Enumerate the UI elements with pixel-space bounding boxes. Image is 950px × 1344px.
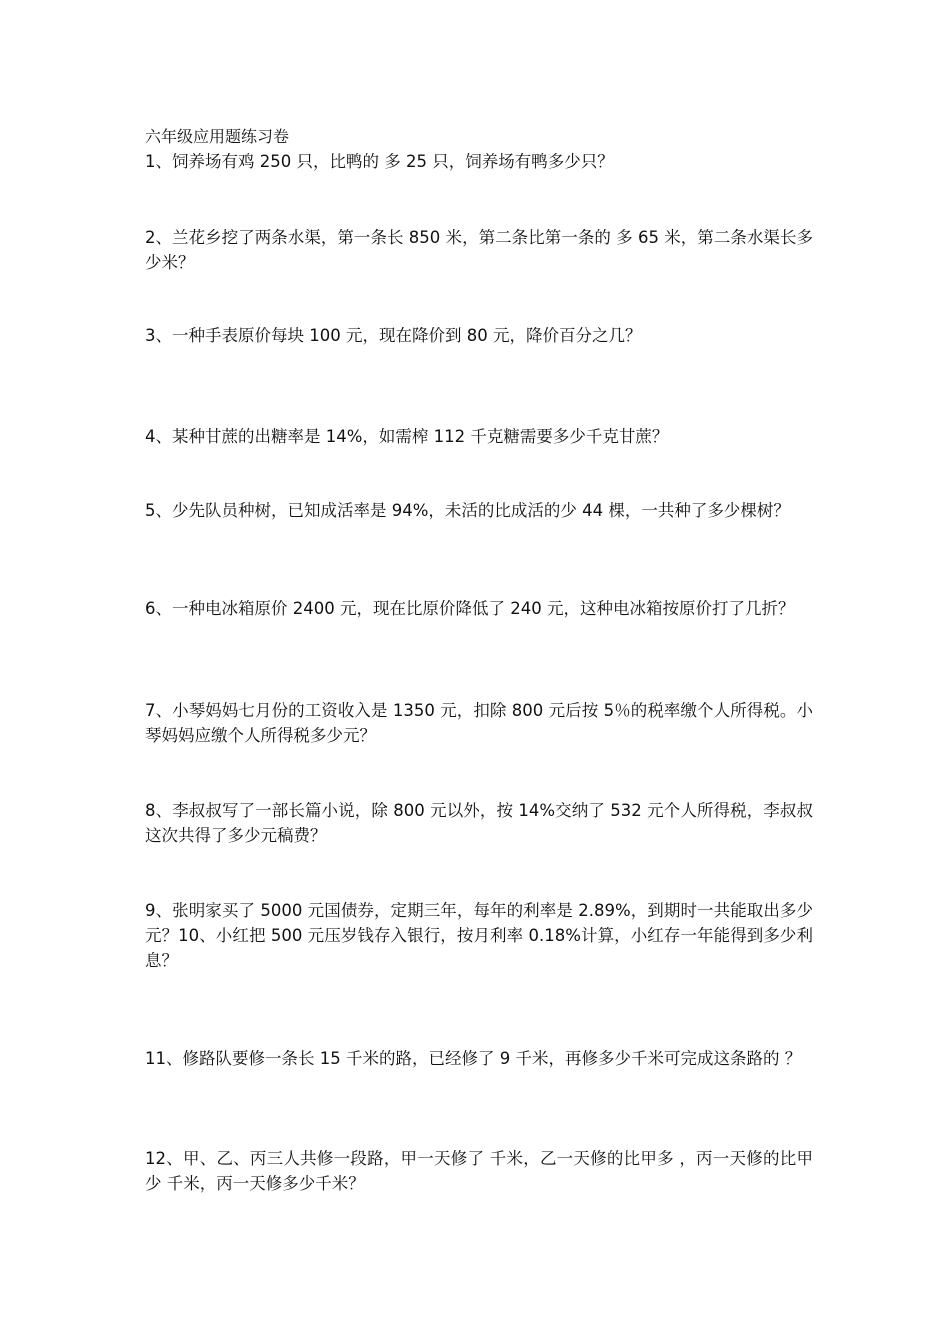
question-12: 12、甲、乙、丙三人共修一段路，甲一天修了 千米，乙一天修的比甲多 ，丙一天修的比甲少 千米，丙一天修多少千米？: [145, 1149, 813, 1193]
question-2: 2、兰花乡挖了两条水渠，第一条长 850 米，第二条比第一条的 多 65 米，第二条水渠长多少米？: [145, 228, 813, 272]
question-1: 1、饲养场有鸡 250 只，比鸭的 多 25 只，饲养场有鸭多少只？: [145, 152, 614, 171]
question-3: 3、一种手表原价每块 100 元，现在降价到 80 元，降价百分之几？: [145, 326, 642, 345]
document-title: 六年级应用题练习卷: [145, 127, 290, 146]
question-6: 6、一种电冰箱原价 2400 元，现在比原价降低了 240 元，这种电冰箱按原价打了几折？: [145, 599, 795, 618]
question-11: 11、修路队要修一条长 15 千米的路，已经修了 9 千米，再修多少千米可完成这条路的 ？: [145, 1049, 802, 1068]
question-8: 8、李叔叔写了一部长篇小说，除 800 元以外，按 14%交纳了 532 元个人所得税，李叔叔这次共得了多少元稿费？: [145, 801, 813, 845]
question-7: 7、小琴妈妈七月份的工资收入是 1350 元，扣除 800 元后按 5％的税率缴个人所得税。小琴妈妈应缴个人所得税多少元？: [145, 701, 813, 745]
question-9-10: 9、张明家买了 5000 元国债券，定期三年，每年的利率是 2.89%，到期时一共能取出多少元？10、小红把 500 元压岁钱存入银行，按月利率 0.18%计算，小红存一年能得到多少利息？: [145, 901, 813, 970]
question-5: 5、少先队员种树，已知成活率是 94%，未活的比成活的少 44 棵，一共种了多少棵树？: [145, 501, 790, 520]
question-4: 4、某种甘蔗的出糖率是 14%，如需榨 112 千克糖需要多少千克甘蔗？: [145, 427, 669, 446]
